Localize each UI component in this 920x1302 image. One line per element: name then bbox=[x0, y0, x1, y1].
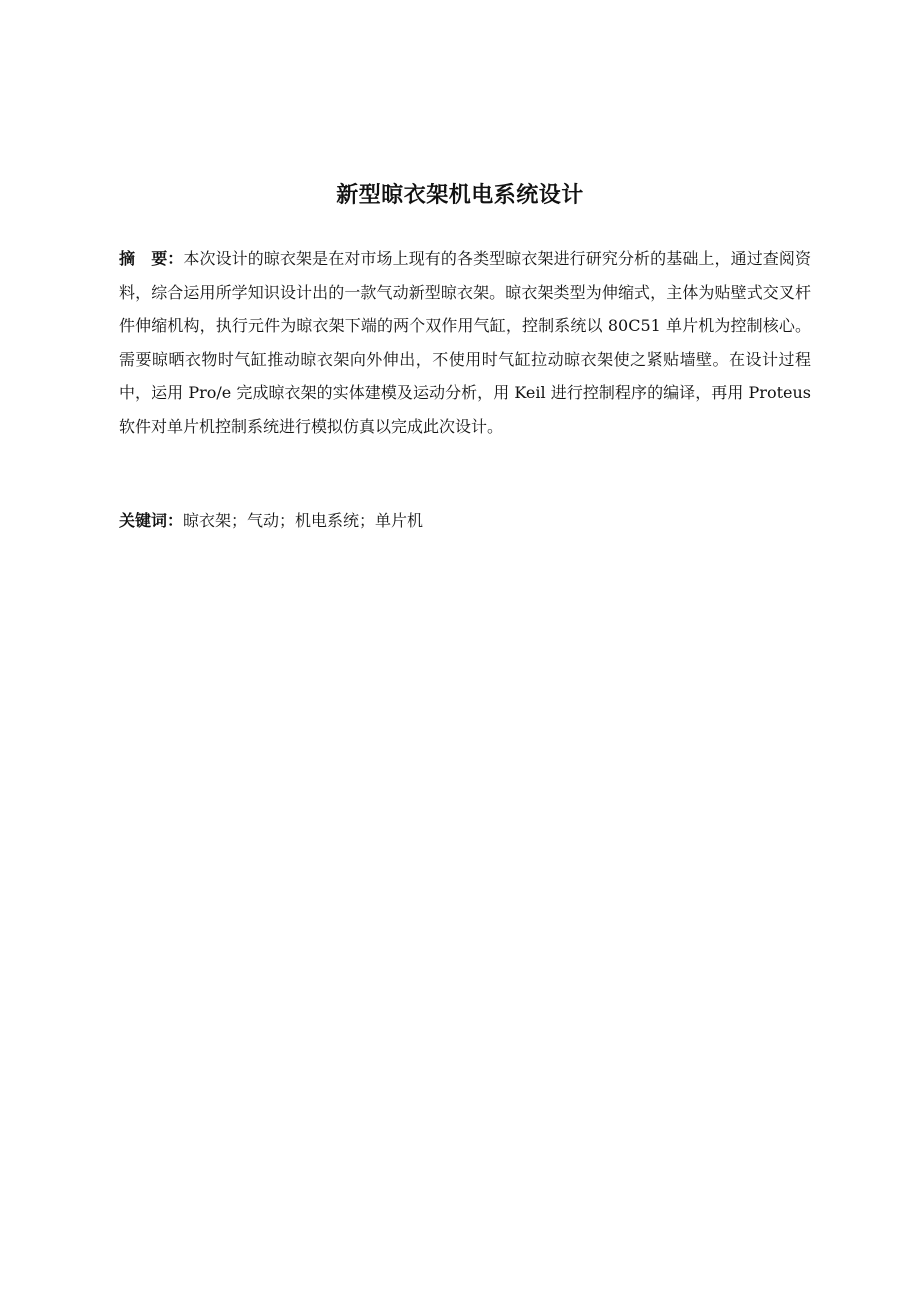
keywords-label: 关键词： bbox=[119, 511, 184, 530]
abstract-text: 本次设计的晾衣架是在对市场上现有的各类型晾衣架进行研究分析的基础上，通过查阅资料，综合运用所学知识设计出的一款气动新型晾衣架。晾衣架类型为伸缩式，主体为贴壁式交叉杆件伸缩机构，执行元件为晾衣架下端的两个双作用气缸，控制系统以 80C51 单片机为控制核心。需要晾晒衣物时气缸推动晾衣架向外伸出，不使用时气缸拉动晾衣架使之紧贴墙壁。在设计过程中，运用 Pro/e 完成晾衣架的实体建模及运动分析，用 Keil 进行控制程序的编译，再用 Proteus 软件对单片机控制系统进行模拟仿真以完成此次设计。 bbox=[119, 249, 811, 436]
abstract-paragraph bbox=[119, 242, 811, 444]
abstract-label: 摘 要： bbox=[119, 249, 184, 268]
keywords-text: 晾衣架；气动；机电系统；单片机 bbox=[183, 511, 424, 530]
document-title: 新型晾衣架机电系统设计 bbox=[336, 183, 584, 208]
keywords-line bbox=[119, 504, 811, 538]
